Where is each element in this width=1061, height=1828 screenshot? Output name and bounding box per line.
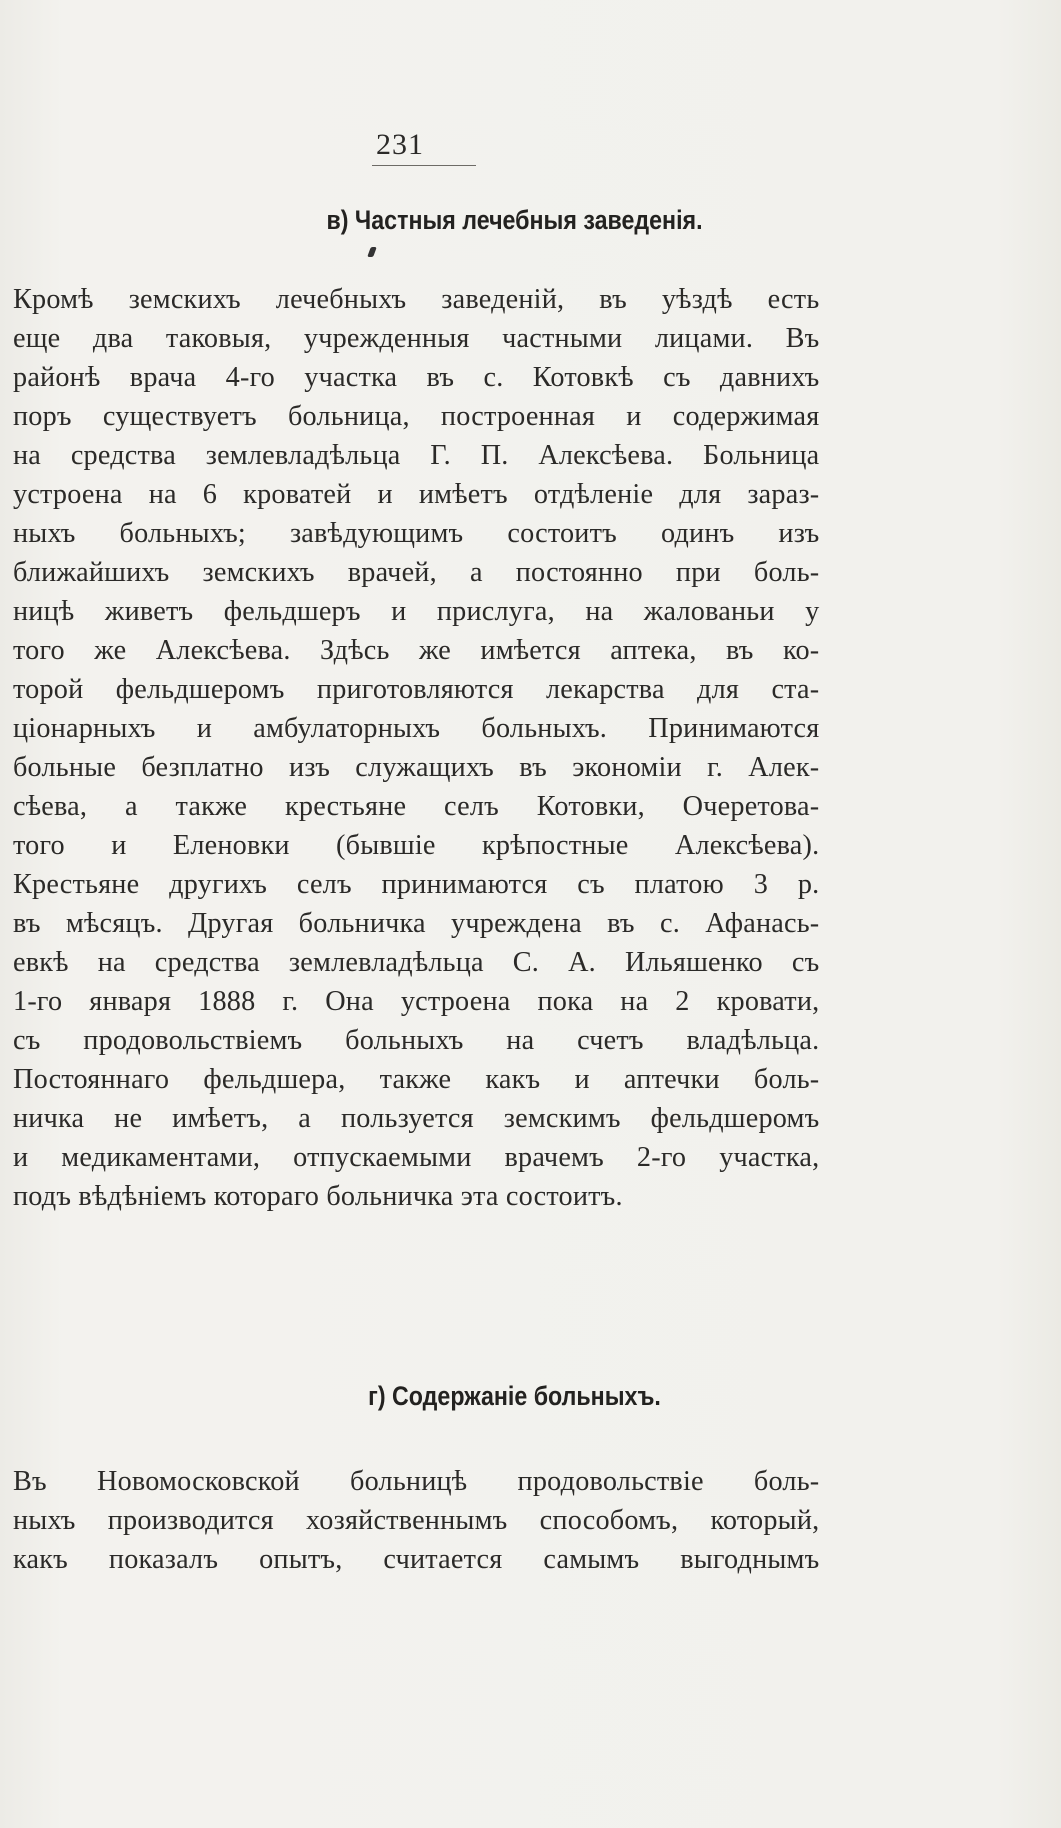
text-line: подъ вѣдѣніемъ котораго больничка эта состоитъ. [13,1181,623,1212]
text-line: Крестьяне другихъ селъ принимаются съ платою 3 р. [13,869,820,900]
text-line: съ продовольствіемъ больныхъ на счетъ владѣльца. [13,1025,820,1056]
text-line: ныхъ производится хозяйственнымъ способомъ, который, [13,1505,820,1536]
paragraph-private-hospitals [13,280,819,1216]
text-line: ціонарныхъ и амбулаторныхъ больныхъ. Принимаются [13,713,820,744]
text-line: ничка не имѣетъ, а пользуется земскимъ фельдшеромъ [13,1103,820,1134]
paragraph-patient-maintenance [13,1462,819,1579]
text-line: торой фельдшеромъ приготовляются лекарства для ста- [13,674,820,705]
text-line: въ мѣсяцъ. Другая больничка учреждена въ с. Афанась- [13,908,820,939]
text-line: ближайшихъ земскихъ врачей, а постоянно при боль- [13,557,820,588]
page-number: 231 [376,128,424,161]
text-line: ныхъ больныхъ; завѣдующимъ состоитъ одинъ изъ [13,518,820,549]
text-line: устроена на 6 кроватей и имѣетъ отдѣленіе для зараз- [13,479,820,510]
text-line: того и Еленовки (бывшіе крѣпостные Алексѣева). [13,830,820,861]
text-line: ницѣ живетъ фельдшеръ и прислуга, на жалованьи у [13,596,820,627]
text-line: районѣ врача 4-го участка въ с. Котовкѣ съ давнихъ [13,362,820,393]
text-line: еще два таковыя, учрежденныя частными лицами. Въ [13,323,820,354]
text-line: Постояннаго фельдшера, также какъ и аптечки боль- [13,1064,820,1095]
text-line: сѣева, а также крестьяне селъ Котовки, Очеретова- [13,791,820,822]
text-line: евкѣ на средства землевладѣльца С. А. Ильяшенко съ [13,947,820,978]
text-line: больные безплатно изъ служащихъ въ экономіи г. Алек- [13,752,820,783]
page-number-rule [372,165,476,166]
text-line: и медикаментами, отпускаемыми врачемъ 2-го участка, [13,1142,820,1173]
text-line: того же Алексѣева. Здѣсь же имѣется аптека, въ ко- [13,635,820,666]
text-line: Въ Новомосковской больницѣ продовольствіе боль- [13,1466,820,1497]
text-line: какъ показалъ опытъ, считается самымъ выгоднымъ [13,1544,820,1575]
section-heading-private-hospitals: в) Частныя лечебныя заведенія. [326,205,703,235]
text-line: на средства землевладѣльца Г. П. Алексѣева. Больница [13,440,820,471]
text-line: Кромѣ земскихъ лечебныхъ заведеній, въ уѣздѣ есть [13,284,820,315]
text-line: 1-го января 1888 г. Она устроена пока на 2 кровати, [13,986,820,1017]
section-heading-patient-maintenance: г) Содержаніе больныхъ. [368,1381,661,1411]
ink-mark [367,247,377,257]
text-line: поръ существуетъ больница, построенная и содержимая [13,401,820,432]
